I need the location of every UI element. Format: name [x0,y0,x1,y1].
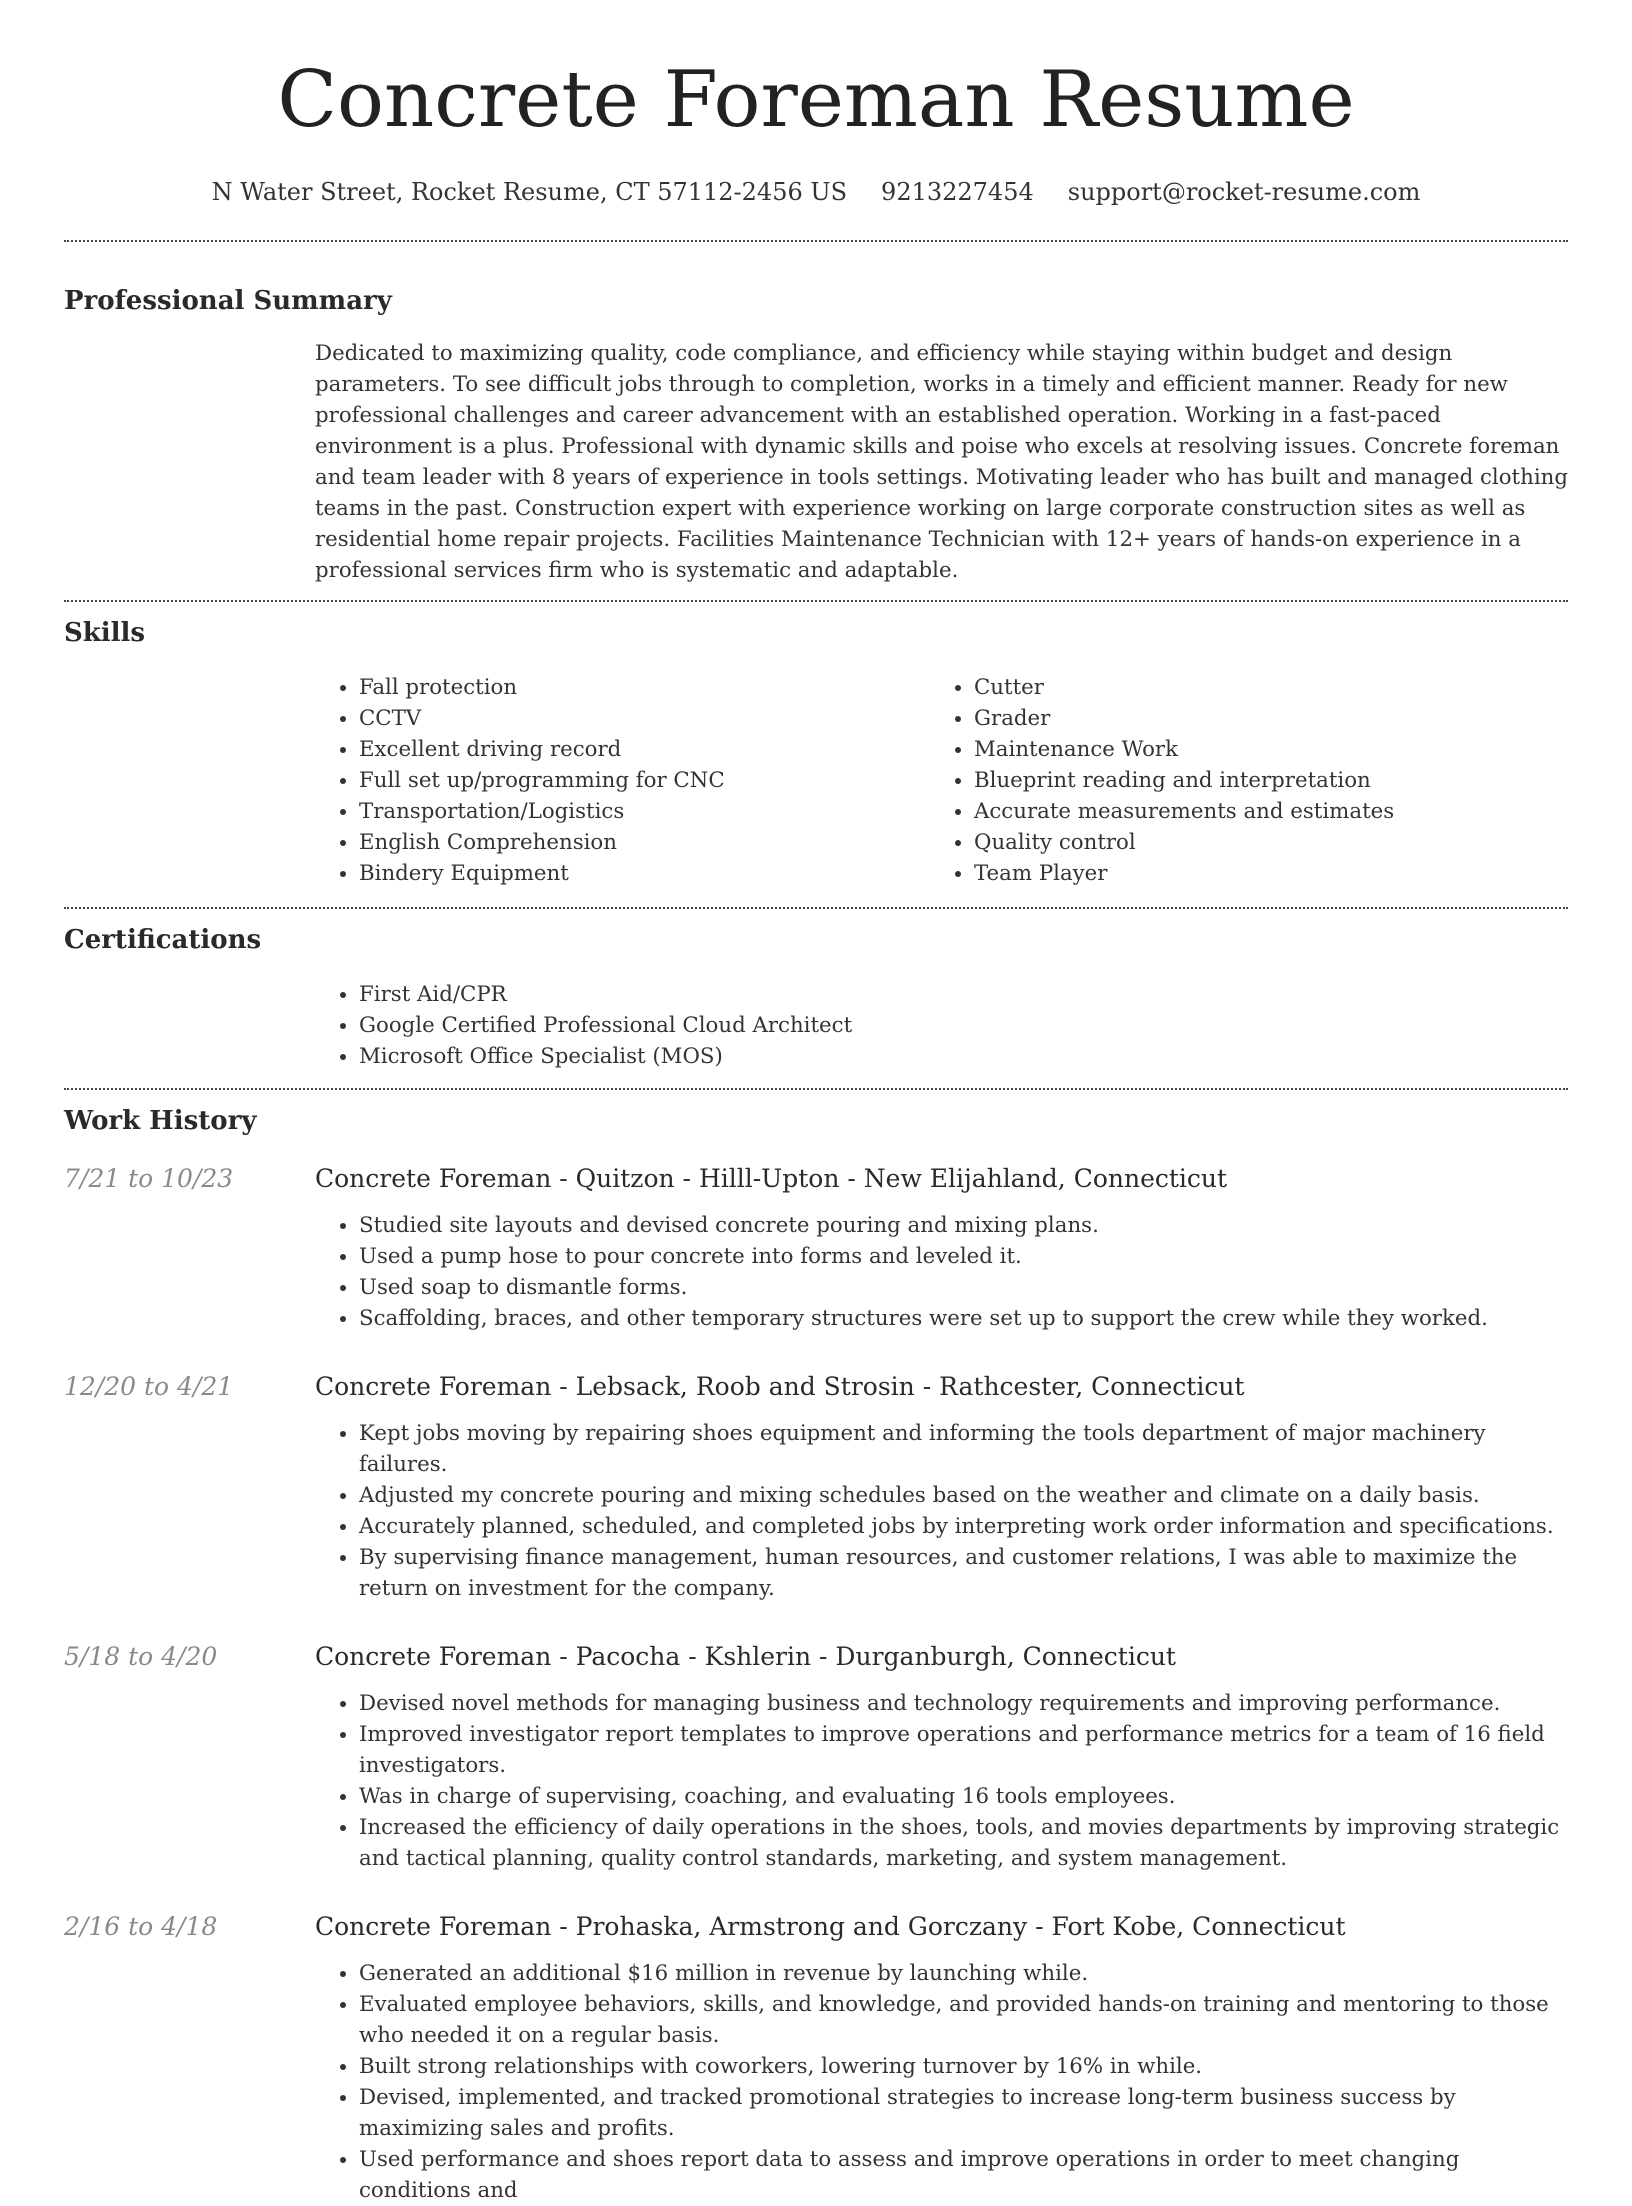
list-item: • Excellent driving record [359,734,930,765]
certifications-list [315,979,1568,1072]
list-item: • Accurately planned, scheduled, and completed jobs by interpreting work order information and specifications. [359,1511,1568,1542]
list-item: • Grader [974,703,1545,734]
list-item: • Microsoft Office Specialist (MOS) [359,1041,1568,1072]
list-item: • Maintenance Work [974,734,1545,765]
job-body [315,1640,1568,1874]
job-body [315,1370,1568,1604]
skills-left-list [315,672,930,889]
job-dates: 5/18 to 4/20 [64,1642,218,1671]
job-title: Concrete Foreman - Lebsack, Roob and Strosin - Rathcester, Connecticut [315,1372,1245,1401]
contact-phone: 9213227454 [881,178,1034,206]
job-dates: 2/16 to 4/18 [64,1912,218,1941]
skills-section [64,618,1568,889]
list-item: • Adjusted my concrete pouring and mixing schedules based on the weather and climate on a daily basis. [359,1480,1568,1511]
certifications-heading: Certifications [64,925,262,955]
summary-heading: Professional Summary [64,286,392,316]
job-entry [64,1162,1568,1334]
list-item: • Fall protection [359,672,930,703]
skills-columns [315,672,1568,889]
list-item: • Kept jobs moving by repairing shoes equipment and informing the tools department of major machinery failures. [359,1418,1568,1480]
list-item: • By supervising finance management, human resources, and customer relations, I was able to maximize the return on investment for the company. [359,1542,1568,1604]
job-bullets [315,1418,1568,1604]
list-item: • Full set up/programming for CNC [359,765,930,796]
list-item: • Was in charge of supervising, coaching, and evaluating 16 tools employees. [359,1781,1568,1812]
contact-info [64,178,1568,206]
divider [64,600,1568,602]
skills-heading: Skills [64,618,146,648]
skills-right-list [930,672,1545,889]
job-bullets [315,1210,1568,1334]
list-item: • Bindery Equipment [359,858,930,889]
list-item: • English Comprehension [359,827,930,858]
list-item: • Increased the efficiency of daily operations in the shoes, tools, and movies departments by improving strategic and tactical planning, quality control standards, marketing, and system management. [359,1812,1568,1874]
list-item: • Devised novel methods for managing business and technology requirements and improving performance. [359,1688,1568,1719]
job-body [315,1910,1568,2206]
list-item: • Used performance and shoes report data to assess and improve operations in order to meet changing conditions and [359,2144,1568,2206]
work-history-section [64,1106,1568,2206]
contact-email[interactable]: support@rocket-resume.com [1067,178,1421,206]
list-item: • Studied site layouts and devised concrete pouring and mixing plans. [359,1210,1568,1241]
job-bullets [315,1688,1568,1874]
job-title: Concrete Foreman - Quitzon - Hilll-Upton - New Elijahland, Connecticut [315,1164,1228,1193]
list-item: • Cutter [974,672,1545,703]
job-dates: 12/20 to 4/21 [64,1372,234,1401]
list-item: • Used a pump hose to pour concrete into forms and leveled it. [359,1241,1568,1272]
list-item: • CCTV [359,703,930,734]
job-dates: 7/21 to 10/23 [64,1164,234,1193]
job-entry [64,1640,1568,1874]
summary-text: Dedicated to maximizing quality, code compliance, and efficiency while staying within budget and design parameters. To see difficult jobs through to completion, works in a timely and efficient manner. Ready for new professional challenges and career advancement with an established operation. Working in a fast-paced environment is a plus. Professional with dynamic skills and poise who excels at resolving issues. Concrete foreman and team leader with 8 years of experience in tools settings. Motivating leader who has built and managed clothing teams in the past. Construction expert with experience working on large corporate construction sites as well as residential home repair projects. Facilities Maintenance Technician with 12+ years of hands-on experience in a professional services firm who is systematic and adaptable. [315,341,1568,583]
list-item: • First Aid/CPR [359,979,1568,1010]
job-entry [64,1910,1568,2206]
list-item: • Built strong relationships with coworkers, lowering turnover by 16% in while. [359,2051,1568,2082]
job-entry [64,1370,1568,1604]
list-item: • Used soap to dismantle forms. [359,1272,1568,1303]
divider [64,240,1568,242]
list-item: • Scaffolding, braces, and other temporary structures were set up to support the crew while they worked. [359,1303,1568,1334]
list-item: • Generated an additional $16 million in revenue by launching while. [359,1958,1568,1989]
list-item: • Blueprint reading and interpretation [974,765,1545,796]
divider [64,907,1568,909]
summary-section [64,286,1568,586]
job-bullets [315,1958,1568,2206]
list-item: • Google Certified Professional Cloud Architect [359,1010,1568,1041]
list-item: • Improved investigator report templates to improve operations and performance metrics for a team of 16 field investigators. [359,1719,1568,1781]
divider [64,1088,1568,1090]
contact-address: N Water Street, Rocket Resume, CT 57112-2456 US [211,178,848,206]
job-body [315,1162,1568,1334]
job-title: Concrete Foreman - Pacocha - Kshlerin - Durganburgh, Connecticut [315,1642,1176,1671]
list-item: • Transportation/Logistics [359,796,930,827]
list-item: • Evaluated employee behaviors, skills, and knowledge, and provided hands-on training and mentoring to those who needed it on a regular basis. [359,1989,1568,2051]
list-item: • Accurate measurements and estimates [974,796,1545,827]
certifications-section [64,925,1568,1072]
list-item: • Team Player [974,858,1545,889]
resume-title: Concrete Foreman Resume [277,55,1355,145]
job-title: Concrete Foreman - Prohaska, Armstrong and Gorczany - Fort Kobe, Connecticut [315,1912,1346,1941]
list-item: • Devised, implemented, and tracked promotional strategies to increase long-term business success by maximizing sales and profits. [359,2082,1568,2144]
list-item: • Quality control [974,827,1545,858]
work-history-heading: Work History [64,1106,257,1136]
